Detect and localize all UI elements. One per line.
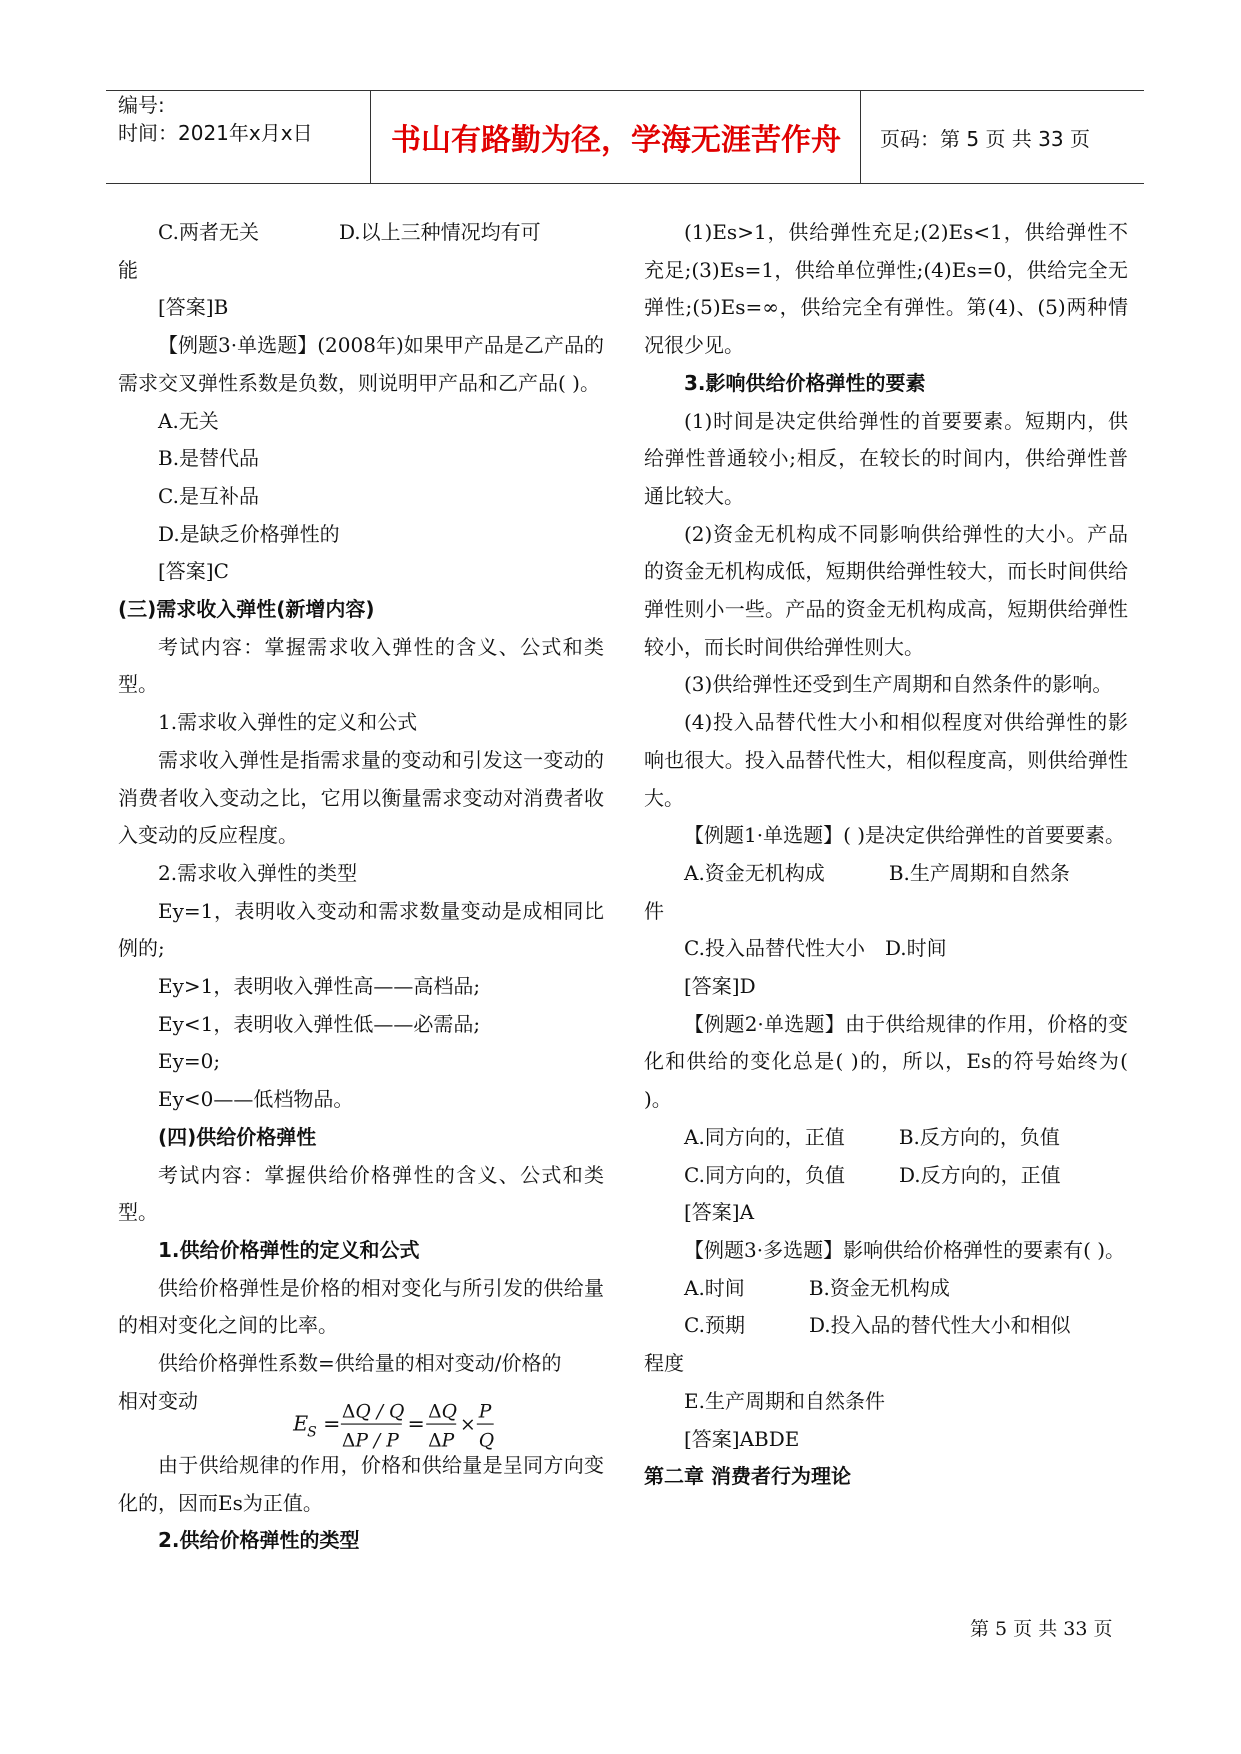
svg-text:E: E xyxy=(293,1411,309,1436)
option-e: E.生产周期和自然条件 xyxy=(684,1388,885,1413)
chapter-heading: 第二章 消费者行为理论 xyxy=(644,1464,851,1489)
paragraph: Ey=0; xyxy=(158,1049,221,1074)
paragraph: (1)时间是决定供给弹性的首要要素。短期内，供给弹性普通较小;相反，在较长的时间内，供给弹性普通比较大。 xyxy=(644,408,1128,508)
svg-text:ΔP / P: ΔP / P xyxy=(341,1430,399,1452)
example-question: 【例题3·单选题】(2008年)如果甲产品是乙产品的需求交叉弹性系数是负数，则说明甲产品和乙产品( )。 xyxy=(118,333,604,395)
example-question: 【例题3·多选题】影响供给价格弹性的要素有( )。 xyxy=(684,1237,1126,1262)
option-row xyxy=(644,855,1128,893)
option-row xyxy=(644,930,1128,968)
svg-text:Q: Q xyxy=(478,1430,495,1452)
option-d: D.反方向的，正值 xyxy=(898,1162,1061,1187)
option-c: C.是互补品 xyxy=(158,483,259,508)
header-divider xyxy=(860,91,861,183)
svg-text:=: = xyxy=(323,1411,341,1436)
supply-elasticity-formula xyxy=(284,1395,514,1455)
option-row xyxy=(644,1119,1128,1157)
paragraph: 供给价格弹性系数=供给量的相对变动/价格的 xyxy=(158,1351,562,1376)
option-a: A.同方向的，正值 xyxy=(684,1124,845,1149)
left-column xyxy=(118,214,604,1560)
option-c: C.投入品替代性大小 xyxy=(684,936,865,961)
header-divider xyxy=(370,91,371,183)
option-b: B.资金无机构成 xyxy=(808,1275,950,1300)
answer: [答案]C xyxy=(158,559,229,584)
answer: [答案]B xyxy=(158,295,229,320)
option-row xyxy=(118,214,604,252)
svg-text:×: × xyxy=(459,1414,476,1436)
option-b: B.反方向的，负值 xyxy=(898,1124,1060,1149)
page-header xyxy=(106,90,1144,184)
paragraph: Ey>1，表明收入弹性高——高档品; xyxy=(158,974,481,999)
option-row xyxy=(644,1157,1128,1195)
answer: [答案]D xyxy=(684,974,756,999)
svg-text:ΔQ / Q: ΔQ / Q xyxy=(341,1401,405,1423)
section-heading: (四)供给价格弹性 xyxy=(158,1124,317,1149)
paragraph: 供给价格弹性是价格的相对变化与所引发的供给量的相对变化之间的比率。 xyxy=(118,1275,604,1338)
paragraph: Ey<0——低档物品。 xyxy=(158,1087,354,1112)
option-a: A.资金无机构成 xyxy=(684,860,825,885)
subheading: 3.影响供给价格弹性的要素 xyxy=(684,370,926,395)
option-row xyxy=(644,1307,1128,1345)
option-d: D.投入品的替代性大小和相似 xyxy=(808,1313,1071,1338)
svg-text:=: = xyxy=(407,1411,425,1436)
paragraph: Ey<1，表明收入弹性低——必需品; xyxy=(158,1011,481,1036)
option-c: C.同方向的，负值 xyxy=(684,1162,845,1187)
paragraph: 程度 xyxy=(644,1351,684,1376)
paragraph: 能 xyxy=(118,257,138,282)
paragraph: 相对变动 xyxy=(118,1388,198,1413)
example-question: 【例题2·单选题】由于供给规律的作用，价格的变化和供给的变化总是( )的，所以，Es的符号始终为( )。 xyxy=(644,1011,1128,1112)
option-d: D.以上三种情况均有可 xyxy=(338,220,541,244)
header-meta xyxy=(118,91,370,183)
header-page-number: 页码：第 5 页 共 33 页 xyxy=(880,126,1090,151)
subheading: 2.需求收入弹性的类型 xyxy=(158,860,358,885)
option-b: B.生产周期和自然条 xyxy=(888,860,1070,885)
option-d: D.时间 xyxy=(884,936,947,961)
subheading: 1.供给价格弹性的定义和公式 xyxy=(158,1237,420,1262)
svg-text:S: S xyxy=(307,1424,317,1441)
option-c: C.预期 xyxy=(684,1313,745,1338)
formula-row xyxy=(118,1383,604,1452)
subheading: 1.需求收入弹性的定义和公式 xyxy=(158,710,418,735)
option-d: D.是缺乏价格弹性的 xyxy=(158,521,340,546)
paragraph: 考试内容：掌握供给价格弹性的含义、公式和类型。 xyxy=(118,1162,604,1225)
option-c: C.两者无关 xyxy=(158,220,259,244)
paragraph: (3)供给弹性还受到生产周期和自然条件的影响。 xyxy=(684,672,1113,697)
answer: [答案]A xyxy=(684,1200,755,1225)
section-heading: (三)需求收入弹性(新增内容) xyxy=(118,597,375,622)
paragraph: 件 xyxy=(644,898,664,923)
paragraph: 考试内容：掌握需求收入弹性的含义、公式和类型。 xyxy=(118,634,604,697)
subheading: 2.供给价格弹性的类型 xyxy=(158,1528,360,1553)
footer-page-number: 第 5 页 共 33 页 xyxy=(970,1618,1113,1640)
paragraph: Ey=1，表明收入变动和需求数量变动是成相同比例的; xyxy=(118,898,604,961)
svg-text:ΔQ: ΔQ xyxy=(428,1401,457,1423)
option-a: A.时间 xyxy=(684,1275,745,1300)
paragraph: (4)投入品替代性大小和相似程度对供给弹性的影响也很大。投入品替代性大，相似程度高，则供给弹性大。 xyxy=(644,710,1128,810)
svg-text:ΔP: ΔP xyxy=(428,1430,455,1452)
option-b: B.是替代品 xyxy=(158,446,260,471)
svg-text:P: P xyxy=(478,1401,492,1423)
example-question: 【例题1·单选题】( )是决定供给弹性的首要要素。 xyxy=(684,823,1126,848)
paragraph: 由于供给规律的作用，价格和供给量是呈同方向变化的，因而Es为正值。 xyxy=(118,1452,604,1515)
paragraph: 需求收入弹性是指需求量的变动和引发这一变动的消费者收入变动之比，它用以衡量需求变动对消费者收入变动的反应程度。 xyxy=(118,747,604,848)
paragraph: (2)资金无机构成不同影响供给弹性的大小。产品的资金无机构成低，短期供给弹性较大，而长时间供给弹性则小一些。产品的资金无机构成高，短期供给弹性较小，而长时间供给弹性则大。 xyxy=(644,521,1128,659)
date-label: 时间：2021年x月x日 xyxy=(118,121,313,145)
option-a: A.无关 xyxy=(158,408,219,433)
answer: [答案]ABDE xyxy=(684,1426,800,1451)
header-motto: 书山有路勤为径，学海无涯苦作舟 xyxy=(391,123,841,158)
option-row xyxy=(644,1270,1128,1308)
serial-number-label: 编号: xyxy=(118,93,165,117)
paragraph: (1)Es>1，供给弹性充足;(2)Es<1，供给弹性不充足;(3)Es=1，供给单位弹性;(4)Es=0，供给完全无弹性;(5)Es=∞，供给完全有弹性。第(4)、(5)两种情况很少见。 xyxy=(644,220,1128,358)
right-column xyxy=(644,214,1128,1496)
